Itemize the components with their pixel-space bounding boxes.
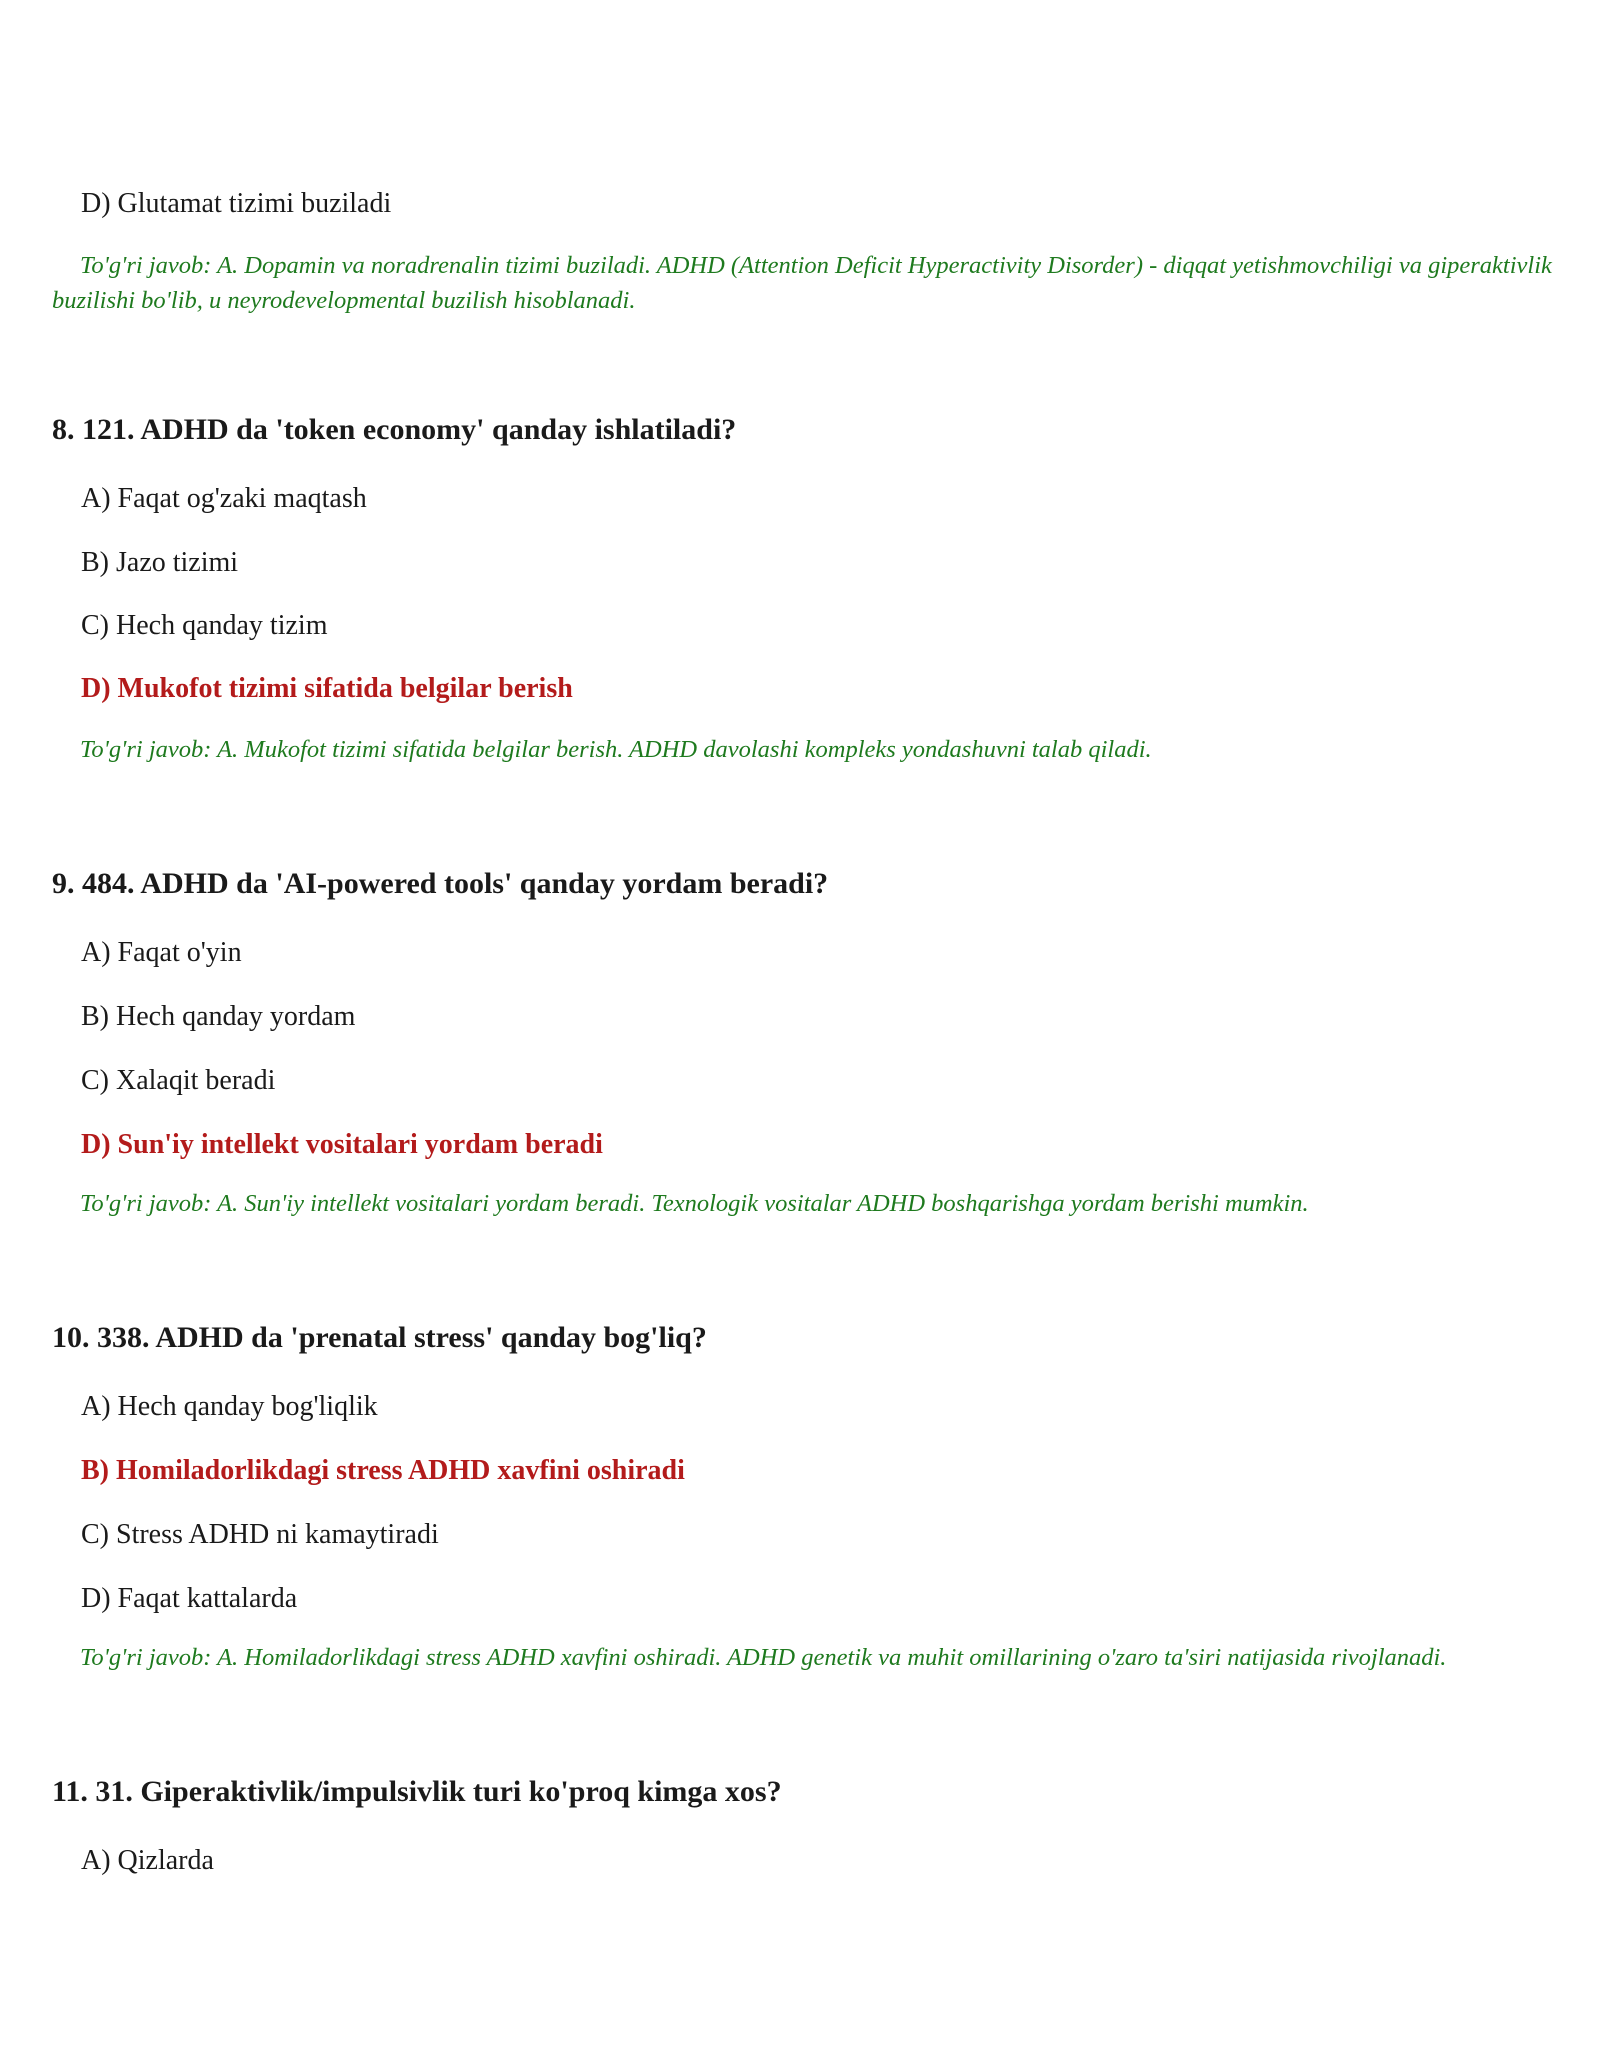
answer-explanation: To'g'ri javob: A. Sun'iy intellekt vositalari yordam beradi. Texnologik vositalar ADHD boshqarishga yordam berishi mumkin. [80, 1190, 1309, 1217]
option-d: D) Glutamat tizimi buziladi [81, 188, 392, 219]
option-b-correct: B) Homiladorlikdagi stress ADHD xavfini oshiradi [81, 1455, 685, 1486]
question-title: 9. 484. ADHD da 'AI-powered tools' qanday yordam beradi? [52, 867, 829, 900]
answer-explanation: To'g'ri javob: A. Homiladorlikdagi stress ADHD xavfini oshiradi. ADHD genetik va muhit omillarining o'zaro ta'siri natijasida rivojlanadi. [80, 1644, 1447, 1671]
question-title: 11. 31. Giperaktivlik/impulsivlik turi ko'proq kimga xos? [52, 1775, 782, 1808]
option-a: A) Hech qanday bog'liqlik [81, 1391, 378, 1422]
question-title: 8. 121. ADHD da 'token economy' qanday ishlatiladi? [52, 413, 737, 446]
answer-explanation: To'g'ri javob: A. Mukofot tizimi sifatida belgilar berish. ADHD davolashi kompleks yondashuvni talab qiladi. [80, 736, 1152, 763]
option-b: B) Jazo tizimi [81, 547, 239, 578]
option-c: C) Stress ADHD ni kamaytiradi [81, 1519, 439, 1550]
option-a: A) Qizlarda [81, 1845, 214, 1876]
option-a: A) Faqat o'yin [81, 937, 242, 968]
option-c: C) Hech qanday tizim [81, 610, 328, 641]
question-title: 10. 338. ADHD da 'prenatal stress' qanday bog'liq? [52, 1321, 707, 1354]
answer-explanation: To'g'ri javob: A. Dopamin va noradrenalin tizimi buziladi. ADHD (Attention Deficit Hyperactivity Disorder) - diqqat yetishmovchiligi va giperaktivlik buzilishi bo'lib, u neyrodevelopmental buzilish hisoblanadi. [52, 252, 1552, 314]
option-d: D) Faqat kattalarda [81, 1583, 298, 1614]
option-c: C) Xalaqit beradi [81, 1065, 276, 1096]
option-b: B) Hech qanday yordam [81, 1001, 356, 1032]
option-a: A) Faqat og'zaki maqtash [81, 483, 367, 514]
option-d-correct: D) Sun'iy intellekt vositalari yordam beradi [81, 1129, 603, 1160]
option-d-correct: D) Mukofot tizimi sifatida belgilar berish [81, 673, 573, 704]
